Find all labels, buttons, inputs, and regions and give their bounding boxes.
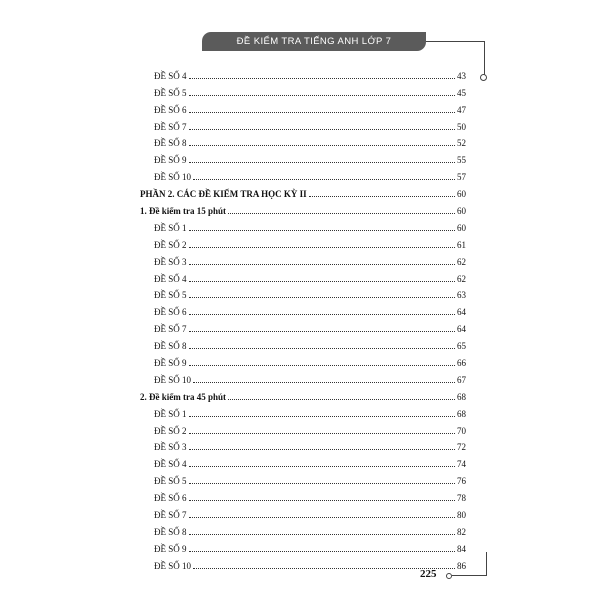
dot-leader [189,78,455,79]
toc-entry[interactable] [140,199,466,216]
dot-leader [189,449,455,450]
toc-entry[interactable] [140,402,466,419]
toc-entry-page: 60 [457,206,466,217]
toc-entry-label: ĐỀ SỐ 7 [154,121,187,132]
toc-entry-page: 62 [457,273,466,284]
table-of-contents [140,64,466,571]
toc-entry-page: 74 [457,459,466,470]
toc-entry-label: ĐỀ SỐ 10 [154,374,192,385]
toc-entry[interactable] [140,351,466,368]
dot-leader [189,348,455,349]
toc-entry[interactable] [140,233,466,250]
toc-entry-label: ĐỀ SỐ 8 [154,526,187,537]
toc-entry-page: 50 [457,121,466,132]
toc-entry[interactable] [140,216,466,233]
toc-entry-page: 52 [457,138,466,149]
toc-entry[interactable] [140,284,466,301]
dot-leader [228,213,455,214]
page-number: 225 [420,568,437,580]
toc-entry[interactable] [140,385,466,402]
dot-leader [189,517,455,518]
toc-entry[interactable] [140,300,466,317]
dot-leader [189,112,455,113]
toc-entry-page: 63 [457,290,466,301]
header-circle-ornament [480,74,487,81]
dot-leader [189,500,455,501]
toc-entry[interactable] [140,317,466,334]
toc-entry[interactable] [140,452,466,469]
toc-entry[interactable] [140,132,466,149]
footer-circle-ornament [446,573,452,579]
footer-rule [452,575,486,576]
toc-entry-label: ĐỀ SỐ 4 [154,273,187,284]
toc-entry-page: 45 [457,87,466,98]
dot-leader [189,483,455,484]
toc-entry[interactable] [140,182,466,199]
footer-rule-vertical [486,552,487,576]
toc-entry-page: 67 [457,374,466,385]
toc-entry[interactable] [140,267,466,284]
dot-leader [193,179,455,180]
dot-leader [193,382,455,383]
toc-entry-label: ĐỀ SỐ 3 [154,256,187,267]
toc-entry-label: ĐỀ SỐ 9 [154,358,187,369]
running-header [202,32,426,51]
toc-entry[interactable] [140,419,466,436]
dot-leader [189,365,455,366]
dot-leader [189,264,455,265]
toc-entry[interactable] [140,554,466,571]
toc-entry-page: 82 [457,526,466,537]
toc-entry-page: 84 [457,543,466,554]
toc-entry-page: 68 [457,391,466,402]
toc-entry-label: ĐỀ SỐ 9 [154,155,187,166]
toc-entry-page: 76 [457,476,466,487]
toc-entry[interactable] [140,115,466,132]
toc-entry[interactable] [140,520,466,537]
header-rule [426,41,484,42]
toc-entry-page: 64 [457,324,466,335]
toc-entry-label: ĐỀ SỐ 10 [154,172,192,183]
toc-entry[interactable] [140,148,466,165]
toc-entry-page: 80 [457,510,466,521]
toc-entry[interactable] [140,537,466,554]
dot-leader [189,297,455,298]
toc-entry[interactable] [140,64,466,81]
toc-entry[interactable] [140,165,466,182]
toc-entry-label: ĐỀ SỐ 3 [154,442,187,453]
toc-entry-label: ĐỀ SỐ 4 [154,459,187,470]
toc-entry-label: ĐỀ SỐ 6 [154,104,187,115]
toc-entry-label: ĐỀ SỐ 5 [154,290,187,301]
toc-entry-label: 2. Đề kiểm tra 45 phút [140,391,226,402]
toc-entry-page: 47 [457,104,466,115]
dot-leader [189,230,455,231]
dot-leader [189,466,455,467]
toc-entry[interactable] [140,368,466,385]
dot-leader [189,247,455,248]
toc-entry-label: ĐỀ SỐ 5 [154,476,187,487]
dot-leader [189,95,455,96]
dot-leader [189,314,455,315]
toc-entry[interactable] [140,436,466,453]
toc-entry[interactable] [140,334,466,351]
toc-entry-page: 64 [457,307,466,318]
header-rule-vertical [484,41,485,75]
dot-leader [189,534,455,535]
toc-entry[interactable] [140,486,466,503]
toc-entry-label: ĐỀ SỐ 10 [154,560,192,571]
toc-entry-page: 60 [457,189,466,200]
toc-entry-page: 86 [457,560,466,571]
toc-entry-label: ĐỀ SỐ 1 [154,222,187,233]
dot-leader [189,145,455,146]
running-header-title: ĐỀ KIỂM TRA TIẾNG ANH LỚP 7 [236,36,392,47]
toc-entry-page: 72 [457,442,466,453]
toc-entry[interactable] [140,469,466,486]
toc-entry[interactable] [140,250,466,267]
toc-entry-label: PHẦN 2. CÁC ĐỀ KIỂM TRA HỌC KỲ II [140,189,307,200]
toc-entry-page: 65 [457,341,466,352]
toc-entry-label: ĐỀ SỐ 7 [154,324,187,335]
toc-entry-label: ĐỀ SỐ 8 [154,341,187,352]
toc-entry-label: ĐỀ SỐ 9 [154,543,187,554]
toc-entry[interactable] [140,503,466,520]
toc-entry[interactable] [140,81,466,98]
toc-entry-label: ĐỀ SỐ 4 [154,70,187,81]
toc-entry-page: 62 [457,256,466,267]
toc-entry-page: 60 [457,222,466,233]
toc-entry-label: ĐỀ SỐ 2 [154,425,187,436]
dot-leader [189,281,455,282]
dot-leader [189,129,455,130]
dot-leader [193,568,455,569]
toc-entry-page: 57 [457,172,466,183]
dot-leader [189,331,455,332]
toc-entry-label: ĐỀ SỐ 2 [154,239,187,250]
dot-leader [189,551,455,552]
toc-entry[interactable] [140,98,466,115]
toc-entry-page: 61 [457,239,466,250]
toc-entry-label: ĐỀ SỐ 6 [154,307,187,318]
toc-entry-label: 1. Đề kiểm tra 15 phút [140,206,226,217]
dot-leader [189,162,455,163]
toc-entry-page: 68 [457,408,466,419]
toc-entry-page: 78 [457,493,466,504]
toc-entry-label: ĐỀ SỐ 1 [154,408,187,419]
dot-leader [189,416,455,417]
dot-leader [189,433,455,434]
toc-entry-label: ĐỀ SỐ 6 [154,493,187,504]
toc-entry-page: 70 [457,425,466,436]
toc-entry-page: 55 [457,155,466,166]
toc-entry-page: 43 [457,70,466,81]
dot-leader [228,399,455,400]
dot-leader [309,196,455,197]
toc-entry-label: ĐỀ SỐ 8 [154,138,187,149]
toc-entry-label: ĐỀ SỐ 5 [154,87,187,98]
toc-entry-page: 66 [457,358,466,369]
toc-entry-label: ĐỀ SỐ 7 [154,510,187,521]
